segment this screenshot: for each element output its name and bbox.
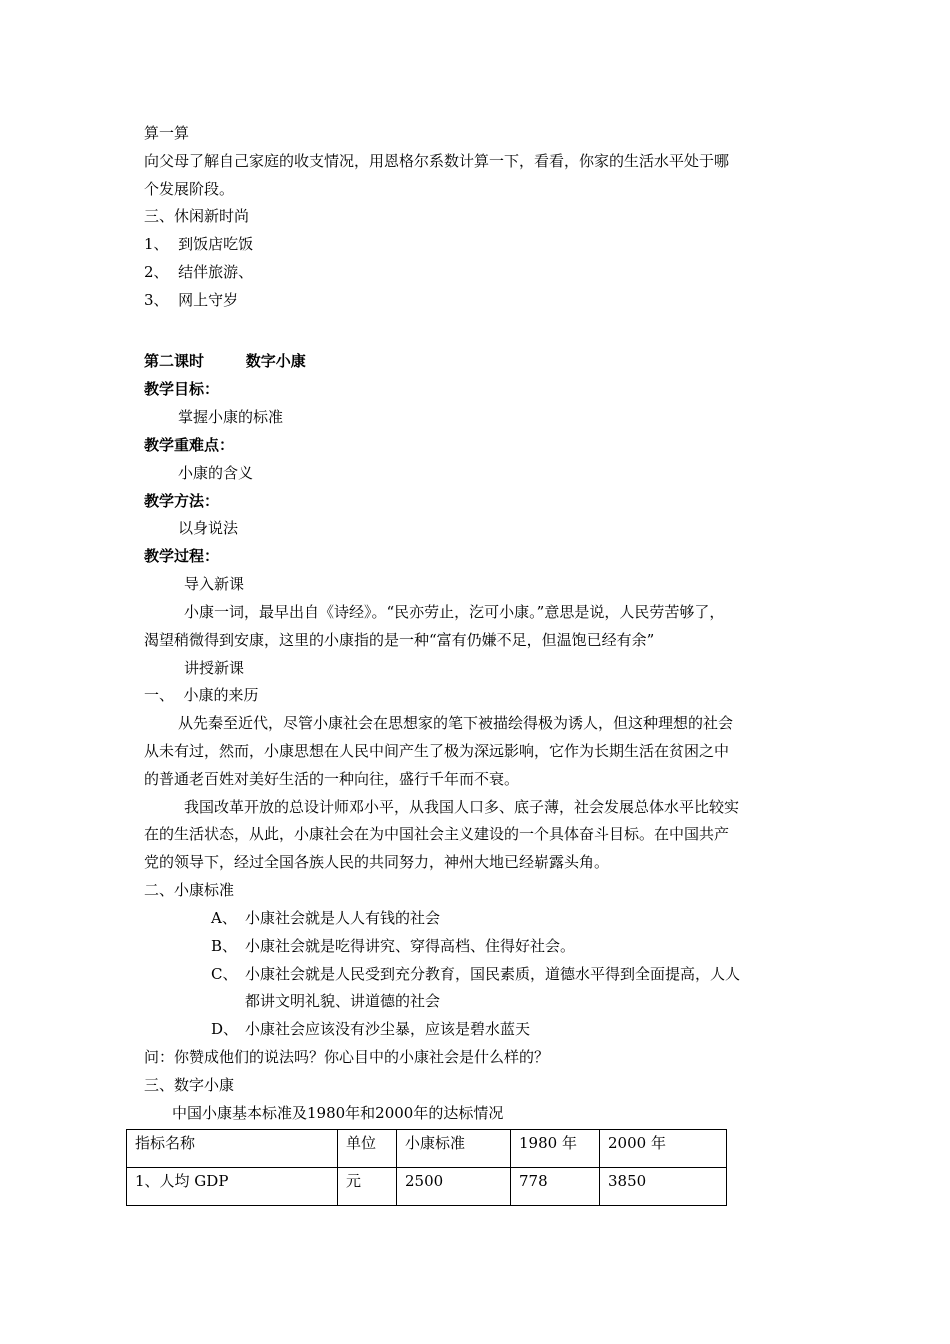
- table-header-row: [127, 1130, 727, 1168]
- table-cell: 3850: [600, 1168, 727, 1206]
- table-cell: 778: [511, 1168, 600, 1206]
- sec1-heading: 一、 小康的来历: [144, 686, 259, 704]
- header-cell: 小康标准: [397, 1130, 511, 1168]
- question: 问：你赞成他们的说法吗？你心目中的小康社会是什么样的？: [144, 1048, 550, 1066]
- intro-line-2: 渴望稍微得到安康，这里的小康指的是一种“富有仍嫌不足，但温饱已经有余”: [144, 631, 655, 649]
- option-b-label: B、: [211, 937, 238, 955]
- key-text: 小康的含义: [178, 464, 254, 482]
- table-cell: 1、人均 GDP: [127, 1168, 338, 1206]
- lesson-title: 第二课时 数字小康: [144, 352, 306, 370]
- leisure-item-3: 3、 网上守岁: [144, 291, 239, 309]
- suan-line-2: 个发展阶段。: [144, 180, 235, 198]
- sec1-p2-line-1: 我国改革开放的总设计师邓小平，从我国人口多、底子薄，社会发展总体水平比较实: [184, 798, 740, 816]
- header-cell: 2000 年: [600, 1130, 727, 1168]
- suan-line-1: 向父母了解自己家庭的收支情况，用恩格尔系数计算一下，看看，你家的生活水平处于哪: [144, 152, 730, 170]
- option-d-text: 小康社会应该没有沙尘暴，应该是碧水蓝天: [245, 1020, 531, 1038]
- method-label: 教学方法：: [144, 492, 220, 510]
- leisure-item-1: 1、 到饭店吃饭: [144, 235, 254, 253]
- option-c-text-2: 都讲文明礼貌、讲道德的社会: [245, 992, 441, 1010]
- sec1-p1-line-1: 从先秦至近代，尽管小康社会在思想家的笔下被描绘得极为诱人，但这种理想的社会: [178, 714, 734, 732]
- option-a-text: 小康社会就是人人有钱的社会: [245, 909, 441, 927]
- suan-title: 算一算: [144, 124, 190, 142]
- sec1-p2-line-3: 党的领导下，经过全国各族人民的共同努力，神州大地已经崭露头角。: [144, 853, 610, 871]
- option-c-text-1: 小康社会就是人民受到充分教育，国民素质，道德水平得到全面提高，人人: [245, 965, 741, 983]
- option-b-text: 小康社会就是吃得讲究、穿得高档、住得好社会。: [245, 937, 576, 955]
- goal-label: 教学目标：: [144, 380, 220, 398]
- option-c-label: C、: [211, 965, 238, 983]
- header-cell: 指标名称: [127, 1130, 338, 1168]
- option-d-label: D、: [211, 1020, 239, 1038]
- sec1-p2-line-2: 在的生活状态，从此，小康社会在为中国社会主义建设的一个具体奋斗目标。在中国共产: [144, 825, 730, 843]
- intro-label: 导入新课: [184, 575, 245, 593]
- header-cell: 单位: [338, 1130, 397, 1168]
- sec1-p1-line-2: 从未有过，然而，小康思想在人民中间产生了极为深远影响，它作为长期生活在贫困之中: [144, 742, 730, 760]
- process-label: 教学过程：: [144, 547, 220, 565]
- sec2-heading: 二、小康标准: [144, 881, 235, 899]
- goal-text: 掌握小康的标准: [178, 408, 284, 426]
- intro-line-1: 小康一词，最早出自《诗经》。“民亦劳止，汔可小康。”意思是说，人民劳苦够了，: [184, 603, 725, 621]
- table-row: [127, 1168, 727, 1206]
- teach-label: 讲授新课: [184, 659, 245, 677]
- standards-table: [126, 1129, 727, 1206]
- sec3-heading: 三、数字小康: [144, 1076, 235, 1094]
- header-cell: 1980 年: [511, 1130, 600, 1168]
- table-cell: 元: [338, 1168, 397, 1206]
- sec1-p1-line-3: 的普通老百姓对美好生活的一种向往，盛行千年而不衰。: [144, 770, 520, 788]
- leisure-heading: 三、休闲新时尚: [144, 207, 250, 225]
- key-label: 教学重难点：: [144, 436, 235, 454]
- method-text: 以身说法: [178, 519, 239, 537]
- table-caption: 中国小康基本标准及1980年和2000年的达标情况: [172, 1104, 504, 1122]
- option-a-label: A、: [211, 909, 237, 927]
- leisure-item-2: 2、 结伴旅游、: [144, 263, 254, 281]
- table-cell: 2500: [397, 1168, 511, 1206]
